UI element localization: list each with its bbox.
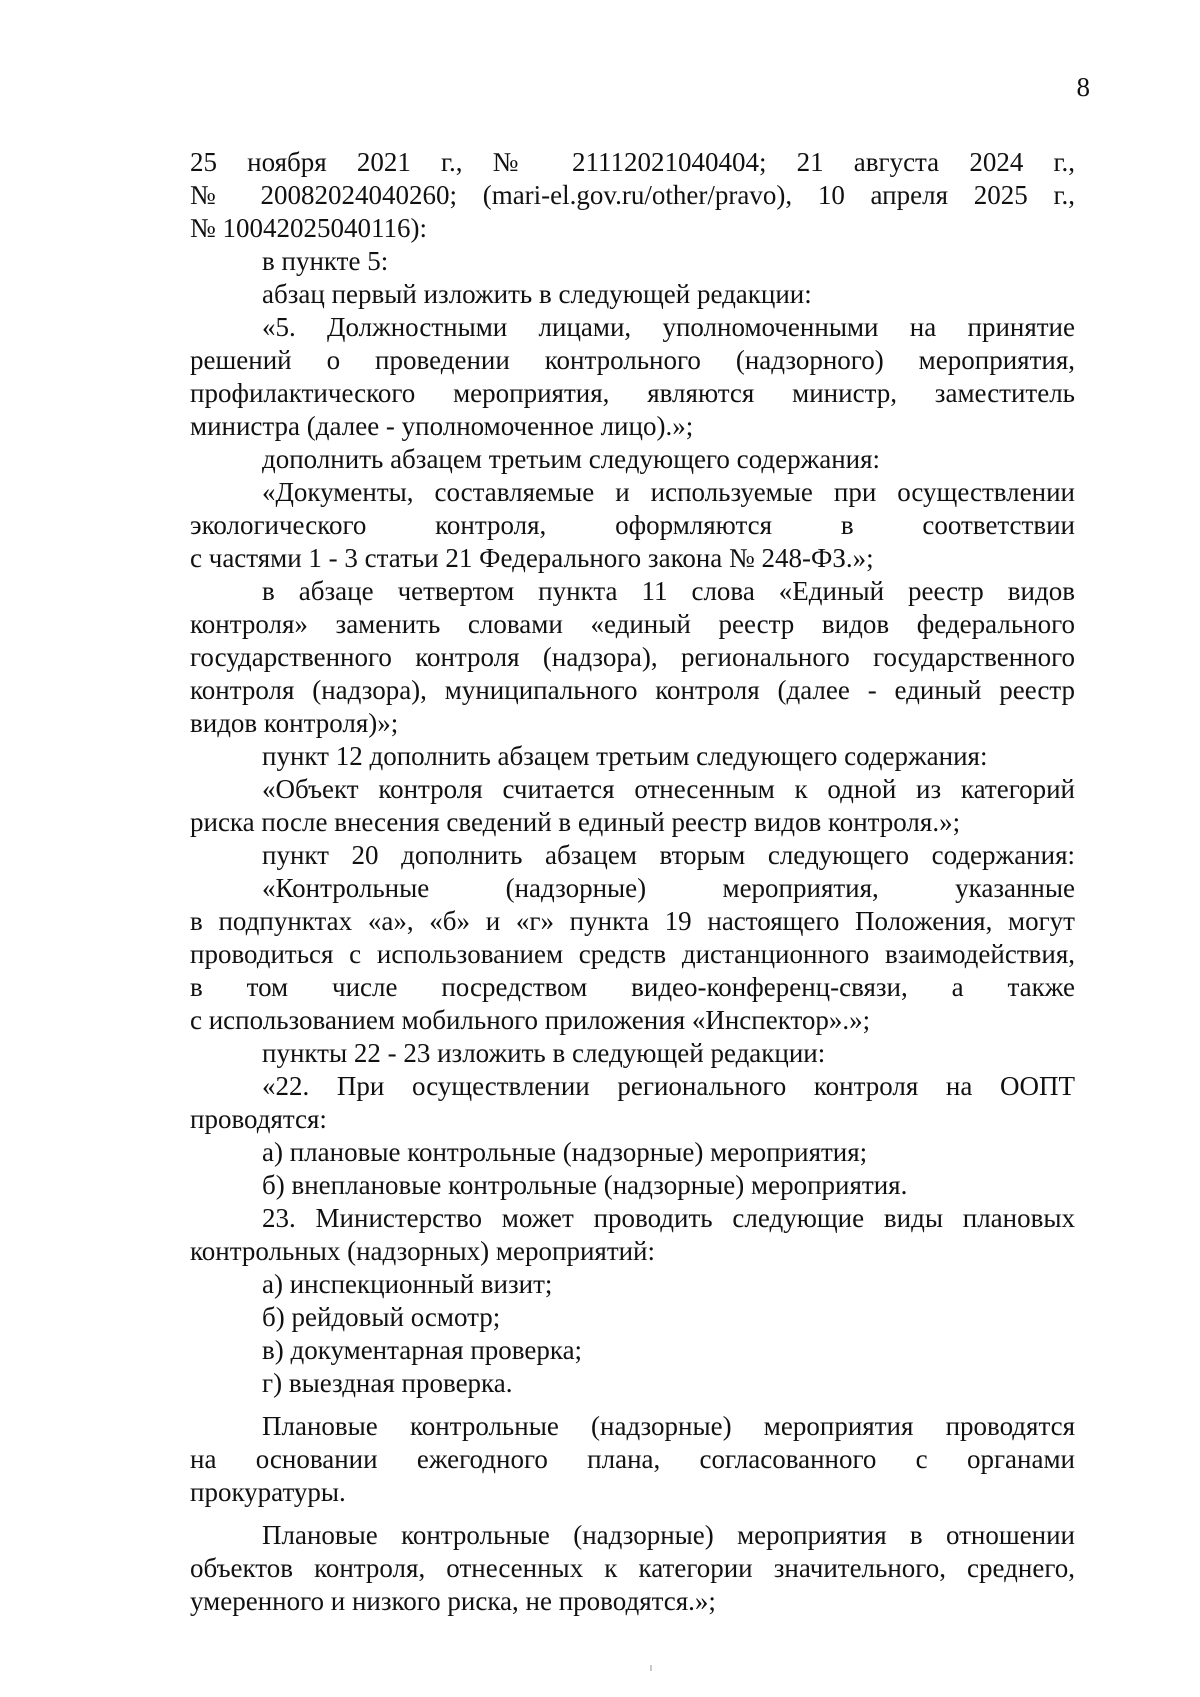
text-line: профилактического мероприятия, являются министр, заместитель bbox=[190, 378, 1075, 408]
text-line: на основании ежегодного плана, согласованного с органами bbox=[190, 1444, 1075, 1474]
text-line: пункт 12 дополнить абзацем третьим следующего содержания: bbox=[262, 741, 988, 771]
text-line: с частями 1 - 3 статьи 21 Федерального закона № 248-ФЗ.»; bbox=[190, 543, 874, 573]
text-line: б) внеплановые контрольные (надзорные) мероприятия. bbox=[262, 1170, 908, 1200]
text-line: «5. Должностными лицами, уполномоченными на принятие bbox=[262, 312, 1075, 342]
text-line: решений о проведении контрольного (надзорного) мероприятия, bbox=[190, 345, 1075, 375]
text-line: «Контрольные (надзорные) мероприятия, указанные bbox=[262, 873, 1075, 903]
text-line: контрольных (надзорных) мероприятий: bbox=[190, 1236, 656, 1266]
text-line: в том числе посредством видео-конференц-связи, а также bbox=[190, 972, 1075, 1002]
text-line: № 10042025040116): bbox=[190, 213, 428, 243]
text-line: с использованием мобильного приложения «Инспектор».»; bbox=[190, 1005, 871, 1035]
text-line: объектов контроля, отнесенных к категории значительного, среднего, bbox=[190, 1553, 1075, 1583]
text-line: № 20082024040260; (mari-el.gov.ru/other/pravo), 10 апреля 2025 г., bbox=[190, 180, 1075, 210]
text-line: Плановые контрольные (надзорные) мероприятия проводятся bbox=[262, 1411, 1075, 1441]
text-line: а) плановые контрольные (надзорные) мероприятия; bbox=[262, 1137, 868, 1167]
text-line: министра (далее - уполномоченное лицо).»; bbox=[190, 411, 694, 441]
text-line: риска после внесения сведений в единый реестр видов контроля.»; bbox=[190, 807, 961, 837]
text-line: в пункте 5: bbox=[262, 246, 389, 276]
text-line: г) выездная проверка. bbox=[262, 1368, 513, 1398]
text-line: экологического контроля, оформляются в соответствии bbox=[190, 510, 1075, 540]
text-line: контроля (надзора), муниципального контроля (далее - единый реестр bbox=[190, 675, 1075, 705]
text-line: прокуратуры. bbox=[190, 1477, 346, 1507]
text-line: б) рейдовый осмотр; bbox=[262, 1302, 501, 1332]
page-number: 8 bbox=[1076, 72, 1090, 102]
text-line: Плановые контрольные (надзорные) мероприятия в отношении bbox=[262, 1520, 1075, 1550]
text-line: «Документы, составляемые и используемые при осуществлении bbox=[262, 477, 1075, 507]
scan-artifact bbox=[650, 1665, 652, 1671]
text-line: проводиться с использованием средств дистанционного взаимодействия, bbox=[190, 939, 1075, 969]
text-line: пункты 22 - 23 изложить в следующей редакции: bbox=[262, 1038, 826, 1068]
text-line: 23. Министерство может проводить следующие виды плановых bbox=[262, 1203, 1075, 1233]
text-line: в подпунктах «а», «б» и «г» пункта 19 настоящего Положения, могут bbox=[190, 906, 1075, 936]
text-line: а) инспекционный визит; bbox=[262, 1269, 553, 1299]
text-line: «Объект контроля считается отнесенным к одной из категорий bbox=[262, 774, 1075, 804]
text-line: «22. При осуществлении регионального контроля на ООПТ bbox=[262, 1071, 1075, 1101]
text-line: абзац первый изложить в следующей редакции: bbox=[262, 279, 812, 309]
text-line: умеренного и низкого риска, не проводятся.»; bbox=[190, 1586, 716, 1616]
text-line: 25 ноября 2021 г., № 21112021040404; 21 августа 2024 г., bbox=[190, 147, 1075, 177]
text-line: государственного контроля (надзора), регионального государственного bbox=[190, 642, 1075, 672]
text-line: контроля» заменить словами «единый реестр видов федерального bbox=[190, 609, 1075, 639]
text-line: в абзаце четвертом пункта 11 слова «Единый реестр видов bbox=[262, 576, 1075, 606]
text-line: в) документарная проверка; bbox=[262, 1335, 583, 1365]
text-line: пункт 20 дополнить абзацем вторым следующего содержания: bbox=[262, 840, 1075, 870]
document-body bbox=[190, 146, 1075, 1618]
text-line: видов контроля)»; bbox=[190, 708, 399, 738]
text-line: дополнить абзацем третьим следующего содержания: bbox=[262, 444, 881, 474]
text-line: проводятся: bbox=[190, 1104, 327, 1134]
